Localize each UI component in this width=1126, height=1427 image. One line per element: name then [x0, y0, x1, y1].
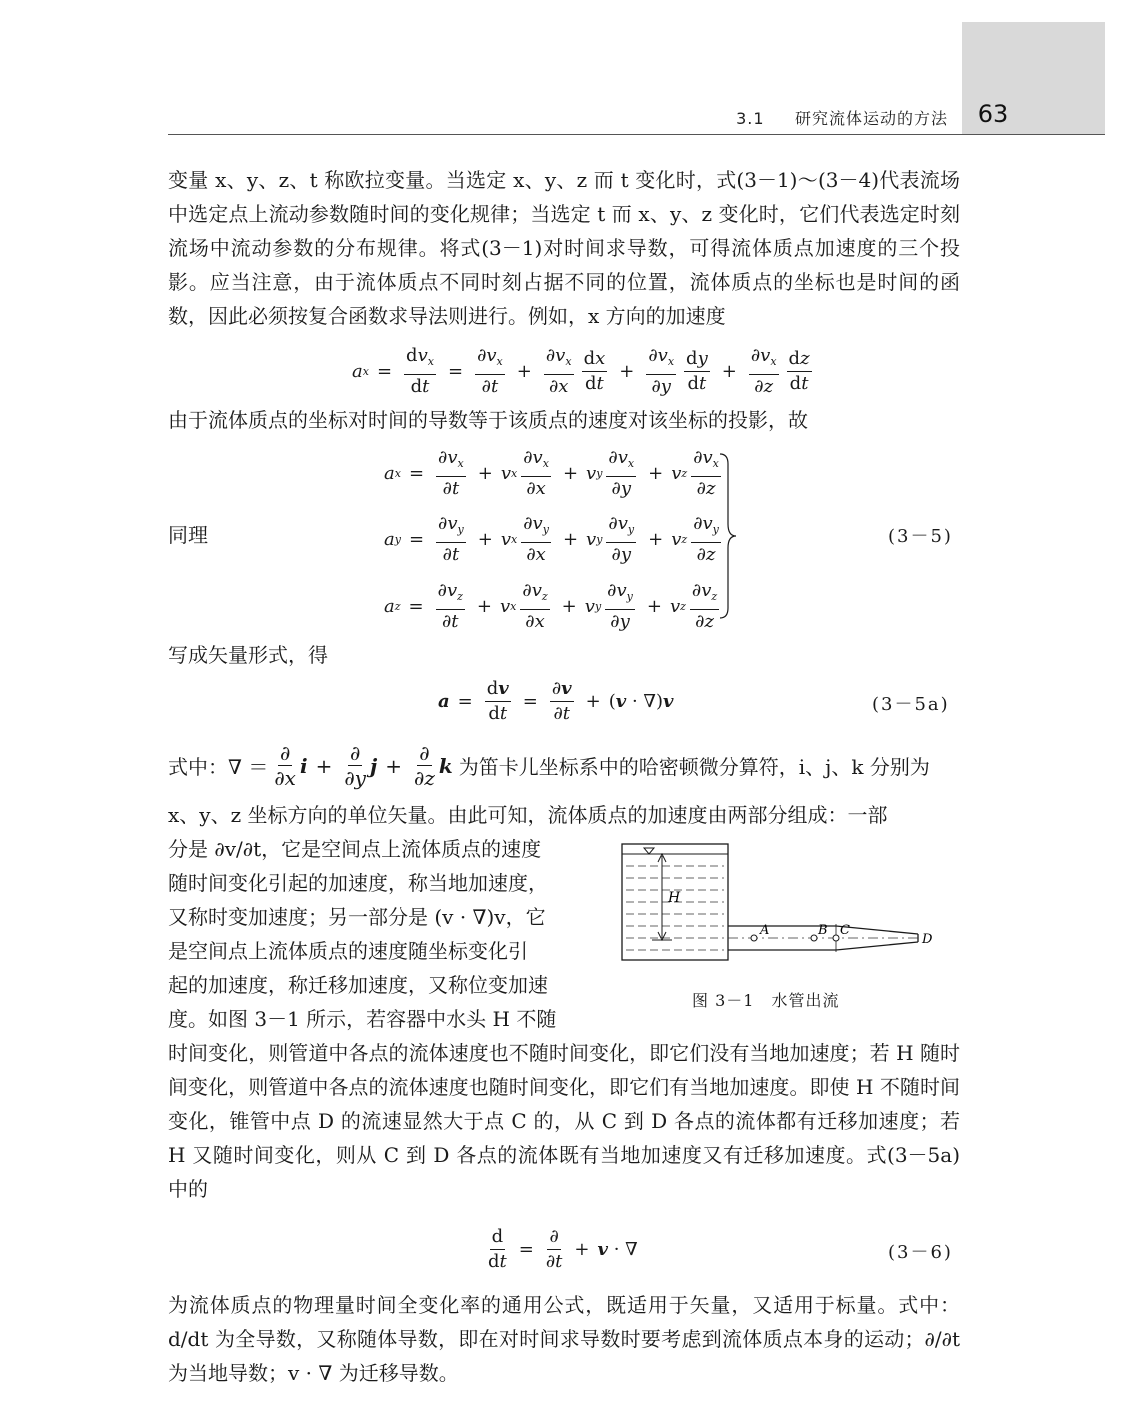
wrap-line-3: 又称时变加速度；另一部分是 (v · ∇)v，它	[168, 905, 546, 929]
equation-3-5a: a = $\frac{dv}{dt}$ = $\frac{\partial v}{\partial t}$ + (v · ∇)v	[438, 678, 674, 724]
figure-water-pipe	[618, 838, 938, 978]
paragraph-8	[168, 1288, 960, 1390]
paragraph-6-text: x、y、z 坐标方向的单位矢量。由此可知，流体质点的加速度由两部分组成：一部	[168, 803, 888, 827]
equation-az: a z = $\frac{\partial v_z}{\partial t}$ + v x $\frac{\partial v_z}{\partial x}$ + v y $\frac{\partial v_y}{\partial y}$ + v z $\frac{\partial v_z}{\partial z}$	[384, 580, 718, 632]
equation-number-3-5: (3－5)	[888, 526, 953, 547]
section-number: 3.1	[736, 109, 765, 128]
wrap-line-4: 是空间点上流体质点的速度随坐标变化引	[168, 939, 528, 963]
label-C: C	[840, 923, 850, 938]
paragraph-5: 式中：∇ ＝ $\frac{\partial}{\partial x}$ i + $\frac{\partial}{\partial y}$ j + $\frac{\partial}{\partial z}$ k 为笛卡儿坐标系中的哈密顿微分算符，i、j、k 分别为	[168, 741, 930, 790]
paragraph-5-lead: 式中：∇ ＝	[168, 755, 269, 779]
paragraph-7	[168, 1036, 960, 1206]
paragraph-7-text: 时间变化，则管道中各点的流体速度也不随时间变化，即它们没有当地加速度；若 H 随时间变化，则管道中各点的流体速度也随时间变化，即它们有当地加速度。即使 H 不随时间变化，锥管中点 D 的流速显然大于点 C 的，从 C 到 D 各点的流体都有迁移加速度；若 H 又随时间变化，则从 C 到 D 各点的流体既有当地加速度又有迁移加速度。式(3－5a)中的	[168, 1041, 960, 1201]
paragraph-4-text: 写成矢量形式，得	[168, 643, 328, 667]
running-head	[736, 106, 948, 129]
wrapped-text	[168, 832, 598, 1036]
paragraph-1-text: 变量 x、y、z、t 称欧拉变量。当选定 x、y、z 而 t 变化时，式(3－1)～(3－4)代表流场中选定点上流动参数随时间的变化规律；当选定 t 而 x、y、z 变化时，它们代表选定时刻流场中流动参数的分布规律。将式(3－1)对时间求导数，可得流体质点加速度的三个投影。应当注意，由于流体质点不同时刻占据不同的位置，流体质点的坐标也是时间的函数，因此必须按复合函数求导法则进行。例如，x 方向的加速度	[168, 168, 960, 328]
equation-ax-total: a x = $\frac{dv_x}{dt}$ = $\frac{\partial v_x}{\partial t}$ + $\frac{\partial v_x}{\partial x}$ $\frac{dx}{dt}$ + $\frac{\partial v_x}{\partial y}$ $\frac{dy}{dt}$ + $\frac{\partial v_x}{\partial z}$ $\frac{dz}{dt}$	[352, 345, 810, 397]
label-A: A	[760, 923, 770, 938]
paragraph-8-text: 为流体质点的物理量时间全变化率的通用公式，既适用于矢量，又适用于标量。式中：d/dt 为全导数，又称随体导数，即在对时间求导数时要考虑到流体质点本身的运动；∂/∂t 为当地导数；v · ∇ 为迁移导数。	[168, 1293, 960, 1385]
equation-3-6: $\frac{d}{dt}$ = $\frac{\partial}{\partial t}$ + v · ∇	[488, 1226, 638, 1272]
label-H: H	[668, 890, 681, 906]
paragraph-6	[168, 798, 960, 832]
wrap-line-6: 度。如图 3－1 所示，若容器中水头 H 不随	[168, 1007, 557, 1031]
label-D: D	[922, 932, 933, 947]
label-tongli: 同理	[168, 523, 208, 547]
section-title: 研究流体运动的方法	[794, 109, 948, 128]
paragraph-2-text: 由于流体质点的坐标对时间的导数等于该质点的速度对该坐标的投影，故	[168, 408, 808, 432]
wrap-line-2: 随时间变化引起的加速度，称当地加速度，	[168, 871, 548, 895]
paragraph-1	[168, 163, 960, 333]
page-number: 63	[977, 100, 1009, 128]
equation-number-3-6: (3－6)	[888, 1242, 953, 1263]
equation-number-3-5a: (3－5a)	[872, 694, 950, 715]
paragraph-4	[168, 638, 960, 672]
equation-ax: a x = $\frac{\partial v_x}{\partial t}$ + v x $\frac{\partial v_x}{\partial x}$ + v y $\frac{\partial v_x}{\partial y}$ + v z $\frac{\partial v_x}{\partial z}$	[384, 447, 719, 499]
paragraph-2	[168, 403, 960, 437]
wrap-line-1: 分是 ∂v/∂t，它是空间点上流体质点的速度	[168, 837, 542, 861]
label-B: B	[818, 923, 828, 938]
header-rule	[168, 134, 1105, 135]
paragraph-5-tail: 为笛卡儿坐标系中的哈密顿微分算符，i、j、k 分别为	[458, 755, 930, 779]
right-brace	[718, 452, 740, 620]
wrap-line-5: 起的加速度，称迁移加速度，又称位变加速	[168, 973, 548, 997]
figure-caption: 图 3－1 水管出流	[692, 991, 840, 1010]
equation-ay: a y = $\frac{\partial v_y}{\partial t}$ + v x $\frac{\partial v_y}{\partial x}$ + v y $\frac{\partial v_y}{\partial y}$ + v z $\frac{\partial v_y}{\partial z}$	[384, 513, 719, 565]
